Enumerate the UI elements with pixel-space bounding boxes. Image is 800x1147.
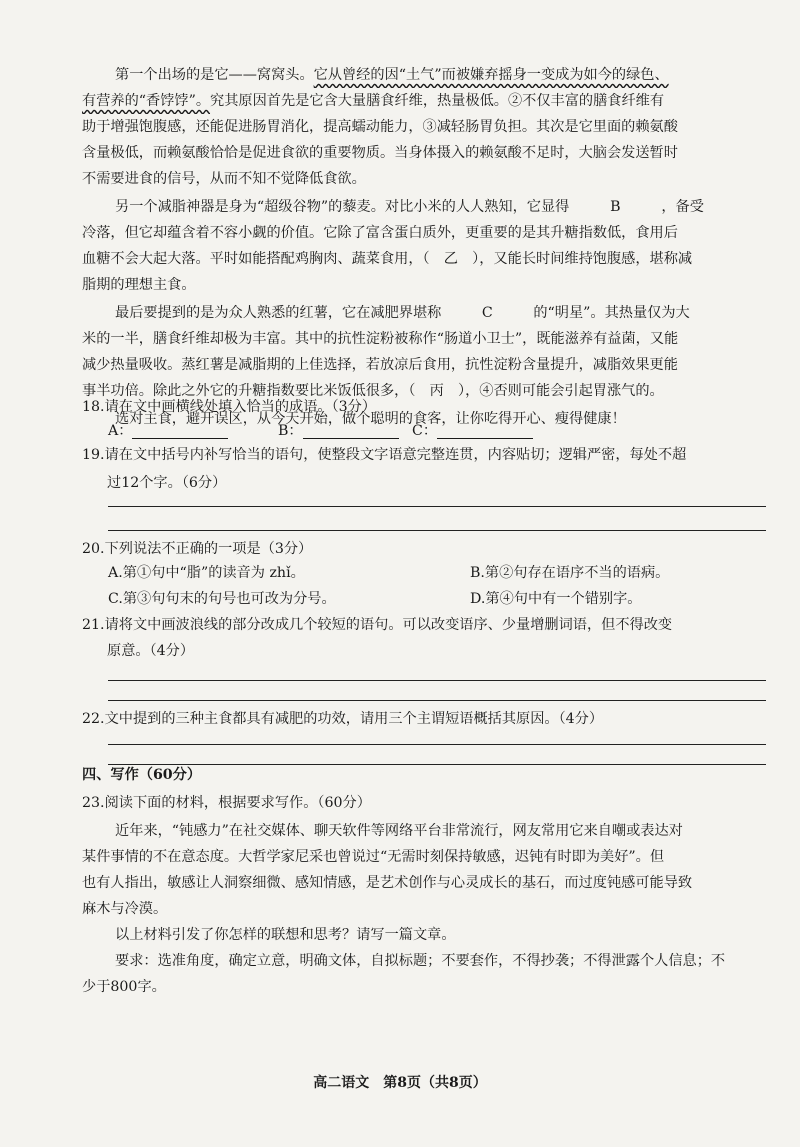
section-title-writing: 四、写作（60分） <box>82 767 202 783</box>
passage-text: 事半功倍。除此之外它的升糖指数要比米饭低很多， <box>82 383 409 399</box>
passage-line: 含量极低，而赖氨酸恰恰是促进食欲的重要物质。当身体摄入的赖氨酸不足时，大脑会发送暂时 <box>82 145 678 161</box>
question-23: 23.阅读下面的材料，根据要求写作。（60分） <box>82 795 371 811</box>
passage-text: 另一个减脂神器是身为“超级谷物”的藜麦。对比小米的人人熟知，它显得 <box>115 199 570 215</box>
blank-b: B <box>569 194 661 220</box>
passage-line: 脂期的理想主食。 <box>82 277 196 293</box>
passage-line <box>115 194 772 220</box>
passage-line: 减少热量吸收。蒸红薯是减脂期的上佳选择，若放凉后食用，抗性淀粉含量提升，减脂效果更能 <box>82 357 678 373</box>
q20-option-a: A.第①句中“脂”的读音为 zhǐ。 <box>108 565 305 581</box>
passage-text: 的“明星”。其热量仅为大 <box>533 305 690 321</box>
page-footer: 高二语文 第8页（共8页） <box>313 1075 487 1091</box>
blank-c: C <box>441 300 533 326</box>
writing-requirements-cont: 少于800字。 <box>82 979 166 995</box>
passage-line: 选对主食，避开误区，从今天开始，做个聪明的食客，让你吃得开心、瘦得健康！ <box>115 411 626 427</box>
answer-line[interactable] <box>108 700 766 701</box>
q18-answer-a <box>108 418 228 444</box>
question-18: 18.请在文中画横线处填入恰当的成语。（3分） <box>82 399 377 415</box>
question-21-cont: 原意。（4分） <box>107 643 195 659</box>
passage-text: 最后要提到的是为众人熟悉的红薯，它在减肥界堪称 <box>115 305 442 321</box>
q20-option-d: D.第④句中有一个错别字。 <box>470 591 642 607</box>
answer-blank-a[interactable] <box>132 418 228 439</box>
answer-label: C： <box>412 423 438 439</box>
writing-requirements: 要求：选准角度，确定立意，明确文体，自拟标题；不要套作，不得抄袭；不得泄露个人信息；不 <box>115 953 726 969</box>
question-22: 22.文中提到的三种主食都具有减肥的功效，请用三个主谓短语概括其原因。（4分） <box>82 711 604 727</box>
passage-line <box>115 62 772 88</box>
answer-blank-b[interactable] <box>303 418 399 439</box>
passage-text: ，又能长时间维持饱腹感，堪称减 <box>479 251 693 267</box>
wavy-underlined-text: 它从曾经的因“土气”而被嫌弃摇身一变成为如今的绿色、 <box>313 67 669 83</box>
q20-option-c: C.第③句句末的句号也可改为分号。 <box>108 591 336 607</box>
passage-line <box>82 246 772 272</box>
passage-line: 米的一半，膳食纤维却极为丰富。其中的抗性淀粉被称作“肠道小卫士”，既能滋养有益菌，又能 <box>82 331 679 347</box>
passage-text: 第一个出场的是它——窝窝头。 <box>115 67 314 83</box>
question-19-cont: 过12个字。（6分） <box>107 475 227 491</box>
question-19: 19.请在文中括号内补写恰当的语句，使整段文字语意完整连贯，内容贴切；逻辑严密，每处不超 <box>82 447 687 463</box>
answer-blank-c[interactable] <box>437 418 533 439</box>
answer-line[interactable] <box>108 744 766 745</box>
passage-text: 血糖不会大起大落。平时如能搭配鸡胸肉、蔬菜食用， <box>82 251 423 267</box>
answer-line[interactable] <box>108 680 766 681</box>
material-line: 麻木与冷漠。 <box>82 901 168 917</box>
answer-label: B： <box>278 423 303 439</box>
material-line: 也有人指出，敏感让人洞察细微、感知情感，是艺术创作与心灵成长的基石，而过度钝感可能导致 <box>82 875 693 891</box>
passage-line: 冷落，但它却蕴含着不容小觑的价值。它除了富含蛋白质外，更重要的是其升糖指数低，食用后 <box>82 225 678 241</box>
wavy-underlined-text: 有营养的“香饽饽”。 <box>82 93 211 109</box>
blank-paren-bing: （ 丙 ） <box>408 383 466 399</box>
answer-line[interactable] <box>108 530 766 531</box>
material-line: 近年来，“钝感力”在社交媒体、聊天软件等网络平台非常流行，网友常用它来自嘲或表达对 <box>115 823 683 839</box>
material-line: 某件事情的不在意态度。大哲学家尼采也曾说过“无需时刻保持敏感，迟钝有时即为美好”。但 <box>82 849 665 865</box>
blank-paren-yi: （ 乙 ） <box>422 251 480 267</box>
answer-label: A： <box>108 423 133 439</box>
passage-text: ，备受 <box>661 199 704 215</box>
answer-line[interactable] <box>108 506 766 507</box>
q18-answer-c <box>412 418 533 444</box>
passage-line <box>82 88 772 114</box>
writing-prompt: 以上材料引发了你怎样的联想和思考？请写一篇文章。 <box>115 927 456 943</box>
question-21: 21.请将文中画波浪线的部分改成几个较短的语句。可以改变语序、少量增删词语，但不得改变 <box>82 617 673 633</box>
question-20: 20.下列说法不正确的一项是（3分） <box>82 541 313 557</box>
passage-line <box>115 300 772 326</box>
q18-answer-b <box>278 418 399 444</box>
q20-option-b: B.第②句存在语序不当的语病。 <box>470 565 670 581</box>
passage-line: 助于增强饱腹感，还能促进肠胃消化，提高蠕动能力，③减轻肠胃负担。其次是它里面的赖氨酸 <box>82 119 678 135</box>
passage-text: ，④否则可能会引起胃涨气的。 <box>465 383 664 399</box>
passage-text: 究其原因首先是它含大量膳食纤维，热量极低。②不仅丰富的膳食纤维有 <box>210 93 665 109</box>
passage-line: 不需要进食的信号，从而不知不觉降低食欲。 <box>82 171 366 187</box>
